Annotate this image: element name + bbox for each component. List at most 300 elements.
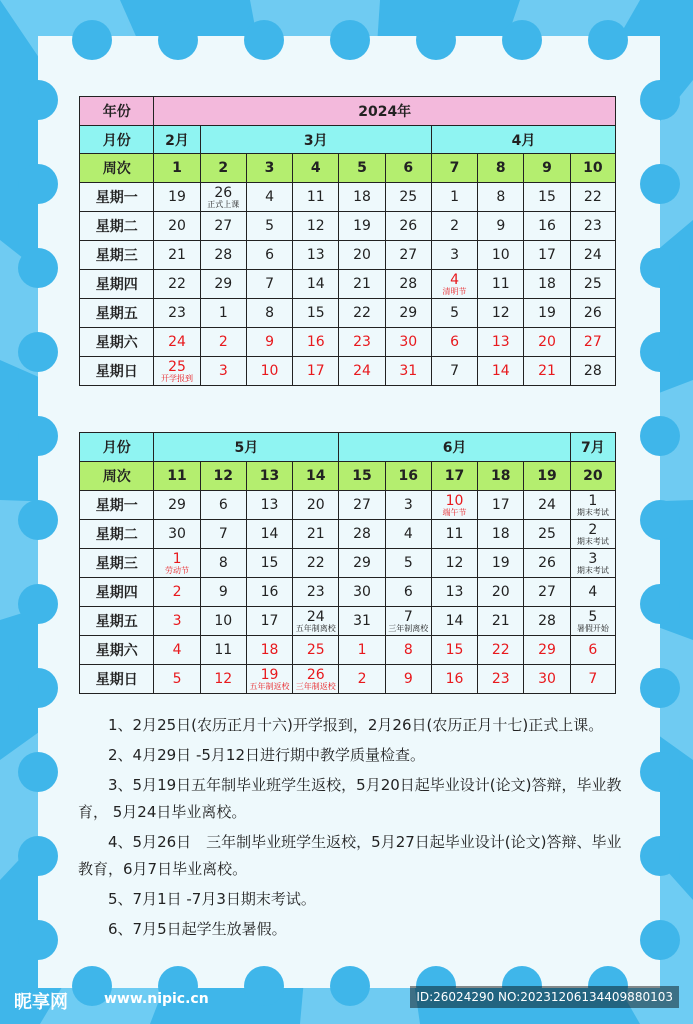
date-number: 11 xyxy=(491,276,510,292)
date-cell xyxy=(524,665,570,694)
date-cell xyxy=(385,328,431,357)
date-number: 19 xyxy=(260,666,279,683)
weekday-row xyxy=(80,549,616,578)
stamp-scallop xyxy=(502,20,542,60)
week-number: 5 xyxy=(339,154,385,183)
date-number: 10 xyxy=(491,247,510,263)
date-number: 16 xyxy=(538,218,556,234)
date-cell xyxy=(293,270,339,299)
date-number: 14 xyxy=(491,363,510,379)
date-number: 20 xyxy=(306,497,325,513)
month-header: 5月 xyxy=(154,433,339,462)
date-cell xyxy=(200,357,246,386)
date-number: 5 xyxy=(403,555,413,571)
date-cell xyxy=(478,491,524,520)
month-label: 月份 xyxy=(80,126,154,154)
date-cell xyxy=(293,491,339,520)
date-cell xyxy=(339,491,385,520)
date-number: 13 xyxy=(260,497,279,513)
date-cell xyxy=(478,328,524,357)
date-cell xyxy=(246,636,292,665)
weekday-label: 星期四 xyxy=(80,578,154,607)
date-number: 31 xyxy=(353,613,371,629)
date-number: 6 xyxy=(218,497,228,513)
date-number: 31 xyxy=(399,363,418,379)
date-number: 10 xyxy=(445,492,464,509)
date-number: 19 xyxy=(538,305,556,321)
date-number: 27 xyxy=(538,584,556,600)
date-number: 14 xyxy=(260,526,279,542)
date-cell xyxy=(154,549,200,578)
date-number: 22 xyxy=(491,642,510,658)
watermark-logo: 昵享网 xyxy=(14,992,68,1013)
date-number: 16 xyxy=(445,671,464,687)
date-number: 17 xyxy=(306,363,325,379)
week-label: 周次 xyxy=(80,154,154,183)
date-number: 28 xyxy=(399,276,418,292)
stamp-scallop xyxy=(640,920,680,960)
date-cell xyxy=(524,212,570,241)
date-number: 19 xyxy=(491,555,510,571)
date-number: 27 xyxy=(399,247,418,263)
note-item: 6、7月5日起学生放暑假。 xyxy=(108,920,287,938)
date-cell xyxy=(570,578,615,607)
date-cell xyxy=(524,491,570,520)
date-number: 8 xyxy=(496,189,506,205)
stamp-scallop xyxy=(244,20,284,60)
date-number: 1 xyxy=(172,550,182,567)
date-cell xyxy=(431,578,477,607)
stamp-scallop xyxy=(18,752,58,792)
date-cell xyxy=(293,183,339,212)
date-cell xyxy=(154,665,200,694)
calendar-table-may-jul xyxy=(79,432,616,694)
date-cell xyxy=(431,299,477,328)
schedule-notes xyxy=(78,712,623,946)
date-cell xyxy=(385,270,431,299)
weekday-row xyxy=(80,299,616,328)
date-cell xyxy=(200,491,246,520)
stamp-scallop xyxy=(18,332,58,372)
week-number: 14 xyxy=(293,462,339,491)
date-number: 26 xyxy=(399,218,418,234)
date-number: 18 xyxy=(491,526,510,542)
date-number: 2 xyxy=(450,218,459,234)
month-header: 2月 xyxy=(154,126,200,154)
date-cell xyxy=(246,607,292,636)
date-number: 21 xyxy=(538,363,556,379)
weekday-label: 星期日 xyxy=(80,665,154,694)
date-number: 17 xyxy=(491,497,510,513)
week-number: 3 xyxy=(246,154,292,183)
date-number: 2 xyxy=(588,521,598,538)
date-number: 21 xyxy=(353,276,371,292)
date-number: 15 xyxy=(306,305,325,321)
date-number: 12 xyxy=(491,305,510,321)
date-cell xyxy=(200,299,246,328)
date-number: 15 xyxy=(260,555,279,571)
date-cell xyxy=(524,578,570,607)
date-cell xyxy=(154,520,200,549)
date-number: 11 xyxy=(306,189,325,205)
date-cell xyxy=(385,357,431,386)
date-cell xyxy=(431,212,477,241)
date-number: 2 xyxy=(357,671,367,687)
date-number: 22 xyxy=(583,189,602,205)
date-cell xyxy=(246,299,292,328)
stamp-scallop xyxy=(640,80,680,120)
weekday-row xyxy=(80,520,616,549)
week-number: 10 xyxy=(570,154,615,183)
date-cell xyxy=(478,299,524,328)
date-number: 5 xyxy=(265,218,274,234)
date-number: 15 xyxy=(538,189,556,205)
date-number: 8 xyxy=(218,555,228,571)
date-note: 三年制离校 xyxy=(388,623,429,633)
date-number: 11 xyxy=(445,526,464,542)
weekday-row xyxy=(80,578,616,607)
date-cell xyxy=(293,520,339,549)
date-number: 6 xyxy=(265,247,274,263)
week-number: 17 xyxy=(431,462,477,491)
date-cell xyxy=(154,212,200,241)
week-number: 7 xyxy=(431,154,477,183)
date-number: 30 xyxy=(168,526,186,542)
date-cell xyxy=(431,357,477,386)
date-number: 11 xyxy=(214,642,233,658)
stamp-scallop xyxy=(18,248,58,288)
date-cell xyxy=(385,607,431,636)
date-cell xyxy=(478,665,524,694)
stamp-scallop xyxy=(640,584,680,624)
date-number: 14 xyxy=(445,613,464,629)
date-number: 26 xyxy=(214,184,233,201)
date-number: 16 xyxy=(306,334,325,350)
weekday-row xyxy=(80,270,616,299)
date-cell xyxy=(154,636,200,665)
week-number: 2 xyxy=(200,154,246,183)
week-label: 周次 xyxy=(80,462,154,491)
date-cell xyxy=(478,183,524,212)
date-note: 清明节 xyxy=(442,286,467,296)
date-cell xyxy=(478,549,524,578)
date-cell xyxy=(339,607,385,636)
weekday-label: 星期六 xyxy=(80,636,154,665)
stamp-scallop xyxy=(588,20,628,60)
date-number: 23 xyxy=(353,334,371,350)
date-cell xyxy=(385,578,431,607)
month-header: 3月 xyxy=(200,126,431,154)
date-number: 13 xyxy=(445,584,464,600)
year-label: 年份 xyxy=(80,97,154,126)
date-number: 27 xyxy=(353,497,371,513)
week-number: 19 xyxy=(524,462,570,491)
date-number: 29 xyxy=(538,642,556,658)
date-note: 五年制离校 xyxy=(295,623,336,633)
stamp-scallop xyxy=(640,164,680,204)
date-number: 18 xyxy=(353,189,371,205)
date-cell xyxy=(431,183,477,212)
date-number: 20 xyxy=(168,218,186,234)
date-cell xyxy=(385,520,431,549)
date-number: 24 xyxy=(306,608,325,625)
date-cell xyxy=(246,241,292,270)
date-number: 30 xyxy=(353,584,371,600)
date-cell xyxy=(293,578,339,607)
date-cell xyxy=(339,183,385,212)
date-number: 5 xyxy=(450,305,459,321)
date-number: 17 xyxy=(260,613,279,629)
month-header: 6月 xyxy=(339,433,570,462)
date-number: 15 xyxy=(445,642,464,658)
stamp-scallop xyxy=(18,584,58,624)
stamp-scallop xyxy=(330,966,370,1006)
date-cell xyxy=(154,578,200,607)
date-number: 4 xyxy=(172,642,182,658)
date-cell xyxy=(524,636,570,665)
date-cell xyxy=(339,299,385,328)
date-note: 正式上课 xyxy=(207,199,240,209)
date-number: 4 xyxy=(588,584,598,600)
date-number: 4 xyxy=(265,189,274,205)
date-number: 17 xyxy=(538,247,556,263)
date-number: 18 xyxy=(260,642,279,658)
date-cell xyxy=(246,328,292,357)
date-number: 3 xyxy=(403,497,413,513)
weekday-label: 星期五 xyxy=(80,299,154,328)
date-cell xyxy=(385,491,431,520)
stamp-scallop xyxy=(640,668,680,708)
date-note: 开学报到 xyxy=(161,373,194,383)
date-cell xyxy=(524,549,570,578)
calendar-table-feb-apr xyxy=(79,96,616,386)
date-cell xyxy=(154,328,200,357)
note-item: 1、2月25日(农历正月十六)开学报到，2月26日(农历正月十七)正式上课。 xyxy=(108,716,604,734)
date-number: 1 xyxy=(450,189,459,205)
date-number: 8 xyxy=(265,305,274,321)
date-number: 30 xyxy=(399,334,418,350)
date-cell xyxy=(478,520,524,549)
date-cell xyxy=(431,328,477,357)
weekday-label: 星期六 xyxy=(80,328,154,357)
date-cell xyxy=(154,241,200,270)
date-number: 25 xyxy=(306,642,325,658)
date-note: 暑假开始 xyxy=(576,623,609,633)
date-cell xyxy=(524,357,570,386)
date-number: 29 xyxy=(353,555,371,571)
stamp-scallop xyxy=(18,920,58,960)
date-number: 3 xyxy=(588,550,598,567)
date-number: 24 xyxy=(583,247,602,263)
week-number: 12 xyxy=(200,462,246,491)
date-number: 6 xyxy=(588,642,598,658)
date-number: 23 xyxy=(491,671,510,687)
date-number: 30 xyxy=(538,671,556,687)
date-number: 6 xyxy=(403,584,413,600)
date-cell xyxy=(293,607,339,636)
weekday-row xyxy=(80,665,616,694)
date-number: 12 xyxy=(445,555,464,571)
date-cell xyxy=(339,328,385,357)
month-header: 4月 xyxy=(431,126,615,154)
date-number: 29 xyxy=(399,305,418,321)
week-number: 11 xyxy=(154,462,200,491)
week-number: 18 xyxy=(478,462,524,491)
weekday-label: 星期一 xyxy=(80,491,154,520)
date-cell xyxy=(154,183,200,212)
date-number: 24 xyxy=(353,363,371,379)
date-cell xyxy=(524,520,570,549)
date-number: 5 xyxy=(588,608,598,625)
date-cell xyxy=(385,636,431,665)
date-cell xyxy=(431,607,477,636)
date-cell xyxy=(293,549,339,578)
date-cell xyxy=(246,520,292,549)
date-number: 26 xyxy=(583,305,602,321)
date-cell xyxy=(246,270,292,299)
date-number: 1 xyxy=(588,492,598,509)
date-number: 7 xyxy=(450,363,459,379)
date-cell xyxy=(570,299,615,328)
note-item: 2、4月29日 -5月12日进行期中教学质量检查。 xyxy=(108,746,425,764)
date-number: 9 xyxy=(403,671,413,687)
date-note: 期末考试 xyxy=(576,565,609,575)
date-number: 13 xyxy=(306,247,325,263)
week-number: 15 xyxy=(339,462,385,491)
date-cell xyxy=(246,665,292,694)
date-number: 25 xyxy=(583,276,602,292)
date-number: 29 xyxy=(168,497,186,513)
stamp-scallop xyxy=(18,80,58,120)
date-cell xyxy=(431,636,477,665)
date-cell xyxy=(339,578,385,607)
week-number: 20 xyxy=(570,462,615,491)
date-cell xyxy=(200,241,246,270)
weekday-label: 星期二 xyxy=(80,520,154,549)
date-cell xyxy=(293,665,339,694)
date-cell xyxy=(570,328,615,357)
date-cell xyxy=(431,241,477,270)
date-cell xyxy=(293,357,339,386)
date-note: 五年制返校 xyxy=(249,681,290,691)
date-cell xyxy=(478,578,524,607)
stamp-scallop xyxy=(18,668,58,708)
date-cell xyxy=(524,328,570,357)
date-cell xyxy=(200,183,246,212)
weekday-row xyxy=(80,491,616,520)
date-cell xyxy=(478,607,524,636)
date-cell xyxy=(154,357,200,386)
week-number: 9 xyxy=(524,154,570,183)
weekday-label: 星期二 xyxy=(80,212,154,241)
date-cell xyxy=(570,607,615,636)
date-number: 3 xyxy=(172,613,182,629)
stamp-scallop xyxy=(244,966,284,1006)
weekday-row xyxy=(80,607,616,636)
date-cell xyxy=(246,183,292,212)
date-number: 29 xyxy=(214,276,233,292)
date-cell xyxy=(478,636,524,665)
date-cell xyxy=(293,636,339,665)
date-number: 21 xyxy=(491,613,510,629)
date-cell xyxy=(339,549,385,578)
weekday-row xyxy=(80,636,616,665)
date-number: 20 xyxy=(538,334,556,350)
note-item: 4、5月26日 三年制毕业班学生返校，5月27日起毕业设计(论文)答辩、毕业教育，6月7日毕业离校。 xyxy=(78,833,622,878)
date-number: 13 xyxy=(491,334,510,350)
date-number: 9 xyxy=(496,218,506,234)
date-cell xyxy=(293,212,339,241)
date-number: 16 xyxy=(260,584,279,600)
date-cell xyxy=(200,270,246,299)
week-number: 8 xyxy=(478,154,524,183)
weekday-label: 星期日 xyxy=(80,357,154,386)
date-number: 3 xyxy=(450,247,459,263)
date-number: 25 xyxy=(538,526,556,542)
date-number: 8 xyxy=(403,642,413,658)
date-cell xyxy=(293,328,339,357)
date-number: 27 xyxy=(583,334,602,350)
date-cell xyxy=(431,491,477,520)
weekday-row xyxy=(80,241,616,270)
date-note: 三年制返校 xyxy=(295,681,336,691)
date-number: 14 xyxy=(306,276,325,292)
date-cell xyxy=(154,491,200,520)
month-label: 月份 xyxy=(80,433,154,462)
date-cell xyxy=(478,241,524,270)
date-cell xyxy=(339,357,385,386)
date-number: 2 xyxy=(172,584,182,600)
weekday-label: 星期三 xyxy=(80,549,154,578)
date-number: 26 xyxy=(538,555,556,571)
date-cell xyxy=(339,665,385,694)
weekday-label: 星期四 xyxy=(80,270,154,299)
date-number: 4 xyxy=(403,526,413,542)
date-cell xyxy=(293,299,339,328)
date-cell xyxy=(478,357,524,386)
weekday-row xyxy=(80,328,616,357)
date-cell xyxy=(431,549,477,578)
stamp-scallop xyxy=(640,500,680,540)
stamp-scallop xyxy=(18,416,58,456)
date-number: 26 xyxy=(306,666,325,683)
note-item: 3、5月19日五年制毕业班学生返校，5月20日起毕业设计(论文)答辩，毕业教育， 5月24日毕业离校。 xyxy=(78,776,622,821)
date-number: 28 xyxy=(583,363,602,379)
date-cell xyxy=(339,212,385,241)
date-cell xyxy=(339,241,385,270)
date-number: 7 xyxy=(265,276,274,292)
date-cell xyxy=(385,665,431,694)
stamp-scallop xyxy=(640,752,680,792)
date-number: 5 xyxy=(172,671,182,687)
stamp-scallop xyxy=(18,500,58,540)
date-number: 28 xyxy=(353,526,371,542)
stamp-scallop xyxy=(640,836,680,876)
date-cell xyxy=(570,549,615,578)
date-number: 19 xyxy=(168,189,186,205)
date-number: 10 xyxy=(260,363,279,379)
week-number: 1 xyxy=(154,154,200,183)
date-cell xyxy=(200,520,246,549)
date-number: 1 xyxy=(357,642,367,658)
date-number: 7 xyxy=(218,526,228,542)
date-number: 21 xyxy=(306,526,325,542)
date-number: 18 xyxy=(538,276,556,292)
date-cell xyxy=(570,212,615,241)
date-note: 端午节 xyxy=(442,507,467,517)
note-item: 5、7月1日 -7月3日期末考试。 xyxy=(108,890,316,908)
date-number: 28 xyxy=(538,613,556,629)
